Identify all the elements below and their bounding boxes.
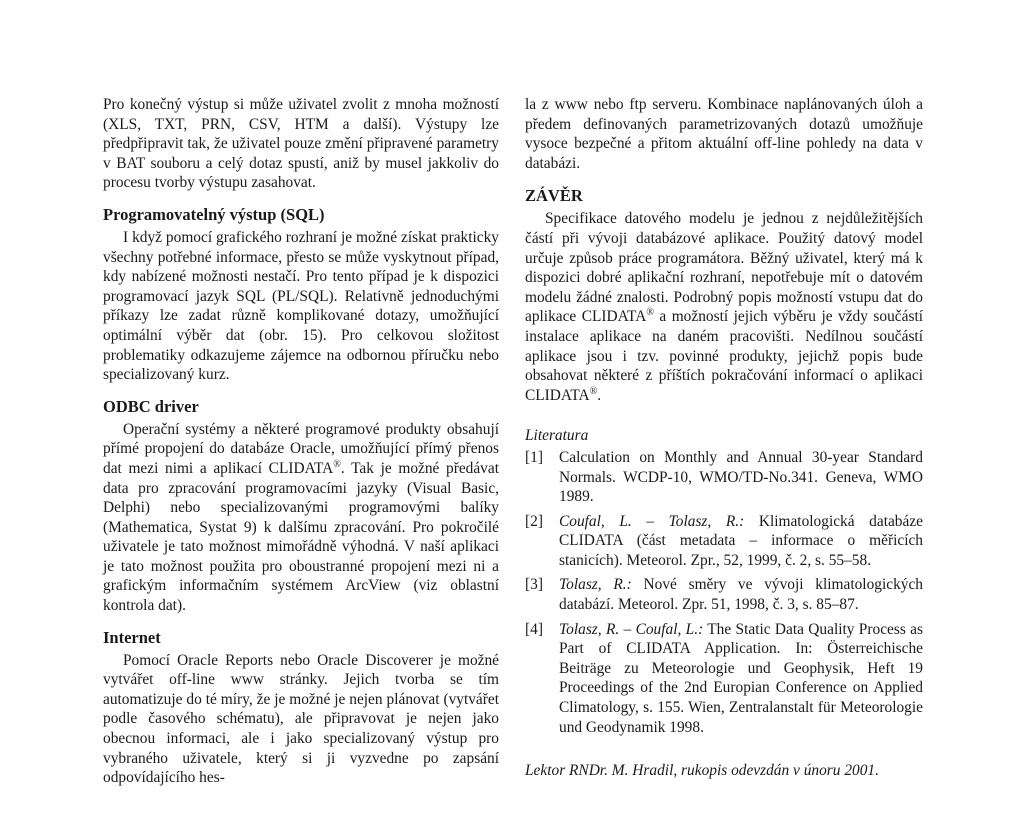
reference-body: Nové směry ve vývoji klimatologických databází. Meteorol. Zpr. 51, 1998, č. 3, s. 85–87.: [559, 576, 923, 614]
reference-item: [525, 448, 923, 507]
reference-number: [3]: [525, 576, 543, 594]
reference-item: [525, 620, 923, 738]
reference-text: [559, 620, 923, 738]
reference-authors: Tolasz, R.:: [559, 576, 632, 594]
reference-body: Calculation on Monthly and Annual 30-year Standard Normals. WCDP-10, WMO/TD-No.341. Geneva, WMO 1989.: [559, 448, 923, 506]
section-body-sql: I když pomocí grafického rozhraní je možné získat prakticky všechny potřebné informace, přesto se může vyskytnout případ, kdy nabízené možnosti nestačí. Pro tento případ je k dispozici programovací jazyk SQL (PL/SQL). Relativně jednoduchými příkazy lze zadat různě komplikované dotazy, umožňující optimální výběr dat (obr. 15). Pro celkovou složitost problematiky odkazujeme zájemce na odbornou příručku nebo specializovaný kurz.: [103, 228, 499, 384]
reference-text: [559, 512, 923, 571]
left-column: [103, 95, 499, 788]
registered-mark: ®: [646, 307, 654, 319]
conclusion-heading: ZÁVĚR: [525, 186, 583, 206]
odbc-text-a: Operační systémy a některé programové produkty obsahují přímé propojení do databáze Oracle, umožňující přímý přenos dat mezi nimi a aplikací CLIDATA: [103, 420, 499, 477]
reference-list: [525, 448, 923, 737]
right-column: [525, 95, 923, 781]
reference-text: [559, 575, 923, 614]
continuation-paragraph: la z www nebo ftp serveru. Kombinace naplánovaných úloh a předem definovaných parametrizovaných dotazů umožňuje vysoce bezpečné a přitom aktuální off-line pohledy na data v databázi.: [525, 96, 923, 172]
conclusion-paragraph: [525, 209, 923, 405]
section-body-internet: Pomocí Oracle Reports nebo Oracle Discoverer je možné vytvářet off-line www stránky. Jejich tvorba se tím automatizuje do té míry, že je možné je nejen plánovat (vytvářet podle časového schématu), ale připravovat je nejen jako obecnou informaci, ale i jako specializovaný výstup pro vybraného uživatele, který si ji vyzvedne po zapsání odpovídajícího hes-: [103, 651, 499, 787]
registered-mark: ®: [589, 385, 598, 397]
conclusion-text-a: Specifikace datového modelu je jednou z nejdůležitějších částí při vývoji databázové aplikace. Použitý datový model určuje způsob práce programátora. Běžný uživatel, který má k dispozici dobré aplikační rozhraní, nepotřebuje mít o datovém modelu žádné znalosti. Podrobný popis možností vstupu dat do aplikace CLIDATA: [525, 210, 923, 326]
conclusion-text-b: a možností jejich výběru je vždy součástí instalace aplikace na daném pracovišti. Nedílnou součástí aplikace jsou i tzv. povinné produkty, jejichž popis bude obsahovat některé z příštích pokračování informací o aplikaci CLIDATA: [525, 308, 923, 404]
literature-title: Literatura: [525, 427, 589, 445]
reference-authors: Coufal, L. – Tolasz, R.:: [559, 512, 745, 530]
reference-body: The Static Data Quality Process as Part of CLIDATA Application. In: Österreichische Beiträge zu Meteorologie und Geophysik, Heft 19 Proceedings of the 2nd Europian Conference on Applied Climatology, s. 155. Wien, Zentralanstalt für Meteorologie und Geodynamik 1998.: [559, 620, 923, 736]
section-heading-internet: Internet: [103, 627, 161, 647]
reference-number: [2]: [525, 512, 543, 530]
conclusion-text-c: .: [597, 386, 602, 404]
reference-text: [559, 448, 923, 507]
reference-item: [525, 575, 923, 614]
reference-item: [525, 512, 923, 571]
section-heading-sql: Programovatelný výstup (SQL): [103, 204, 325, 224]
reference-body: Klimatologická databáze CLIDATA (část metadata – informace o měřicích stanicích). Meteorol. Zpr., 52, 1999, č. 2, s. 55–58.: [559, 512, 923, 569]
reference-number: [1]: [525, 448, 543, 466]
reference-authors: Tolasz, R. – Coufal, L.:: [559, 620, 704, 638]
registered-mark: ®: [333, 458, 341, 470]
section-body-odbc: [103, 420, 499, 616]
reviewer-note: Lektor RNDr. M. Hradil, rukopis odevzdán v únoru 2001.: [525, 762, 879, 780]
reference-number: [4]: [525, 620, 543, 638]
odbc-text-b: . Tak je možné předávat data pro zpracování programovacími jazyky (Visual Basic, Delphi) nebo specializovanými programovými balíky (Mathematica, Systat 9) k dalšímu zpracování. Pro pokročilé uživatele je tato možnost mimořádně výhodná. V naší aplikaci je tato možnost použita pro oboustranné propojení mezi ni a grafickým informačním systémem ArcView (viz oblastní kontrola dat).: [103, 459, 499, 615]
section-heading-odbc: ODBC driver: [103, 396, 199, 416]
intro-paragraph: Pro konečný výstup si může uživatel zvolit z mnoha možností (XLS, TXT, PRN, CSV, HTM a další). Výstupy lze předpřipravit tak, že uživatel pouze změní připravené parametry v BAT souboru a celý dotaz spustí, aniž by musel jakkoliv do procesu tvorby výstupu zasahovat.: [103, 96, 499, 192]
